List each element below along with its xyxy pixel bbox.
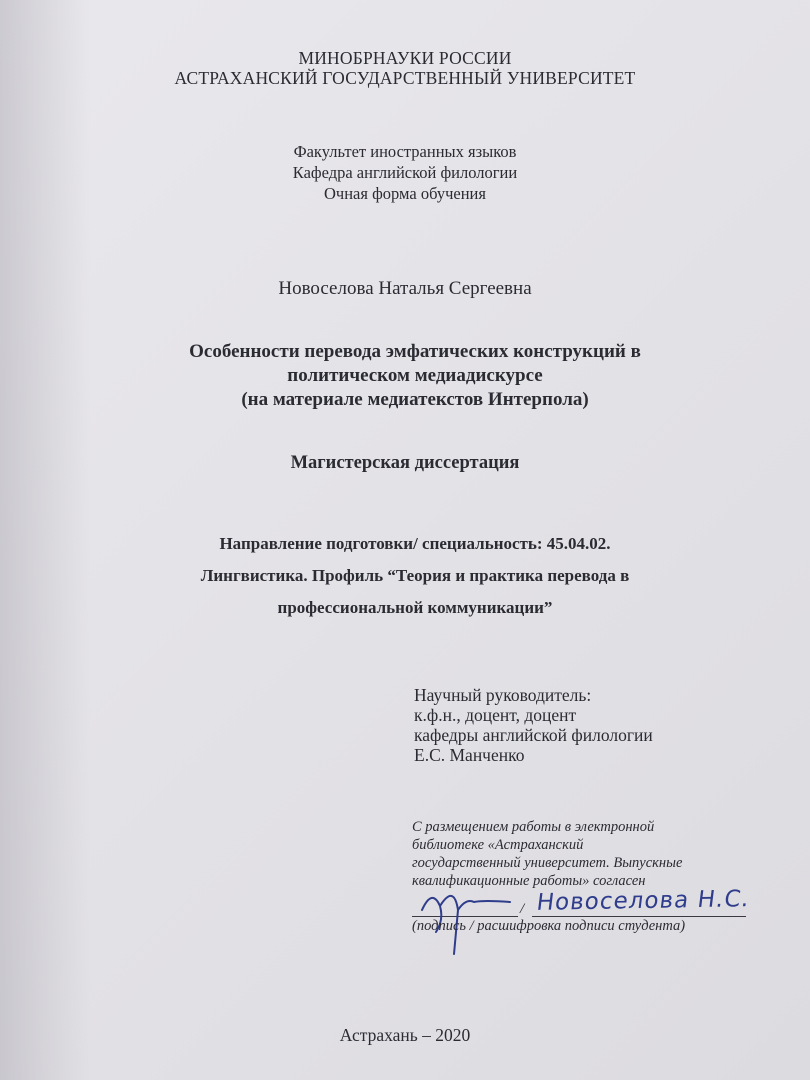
supervisor-block (414, 685, 653, 765)
direction-line-2: Лингвистика. Профиль “Теория и практика перевода в (200, 566, 630, 585)
direction-line-3: профессиональной коммуникации” (277, 598, 553, 617)
title-line-1: Особенности перевода эмфатических конструкций в (189, 341, 641, 362)
faculty-block (0, 141, 810, 204)
supervisor-degree: к.ф.н., доцент, доцент (414, 705, 577, 725)
author-name: Новоселова Наталья Сергеевна (278, 278, 532, 299)
ministry-name: МИНОБРНАУКИ РОССИИ (298, 48, 512, 68)
direction-line-1: Направление подготовки/ специальность: 45.04.02. (219, 534, 611, 553)
supervisor-label: Научный руководитель: (414, 685, 592, 705)
title-line-3: (на материале медиатекстов Интерпола) (241, 389, 589, 410)
name-underline (532, 916, 746, 917)
handwritten-name: Новоселова Н.С. (535, 886, 752, 916)
thesis-title (10, 340, 810, 412)
university-name: АСТРАХАНСКИЙ ГОСУДАРСТВЕННЫЙ УНИВЕРСИТЕТ (174, 68, 636, 88)
ministry-header (0, 48, 810, 88)
title-line-2: политическом медиадискурсе (287, 365, 543, 386)
consent-line-1: С размещением работы в электронной (412, 819, 655, 835)
supervisor-department: кафедры английской филологии (414, 725, 653, 745)
consent-line-3: государственный университет. Выпускные (412, 855, 683, 871)
department-name: Кафедра английской филологии (292, 163, 518, 182)
work-type: Магистерская диссертация (290, 453, 520, 473)
supervisor-name: Е.С. Манченко (414, 745, 525, 765)
consent-line-4: квалификационные работы» согласен (412, 873, 646, 889)
study-form: Очная форма обучения (324, 184, 486, 203)
city-year: Астрахань – 2020 (339, 1025, 471, 1045)
consent-line-2: библиотеке «Астраханский (412, 837, 584, 853)
signature-caption: (подпись / расшифровка подписи студента) (412, 918, 686, 934)
study-direction (10, 528, 810, 624)
signature-separator: / (520, 901, 525, 917)
faculty-name: Факультет иностранных языков (293, 142, 517, 161)
